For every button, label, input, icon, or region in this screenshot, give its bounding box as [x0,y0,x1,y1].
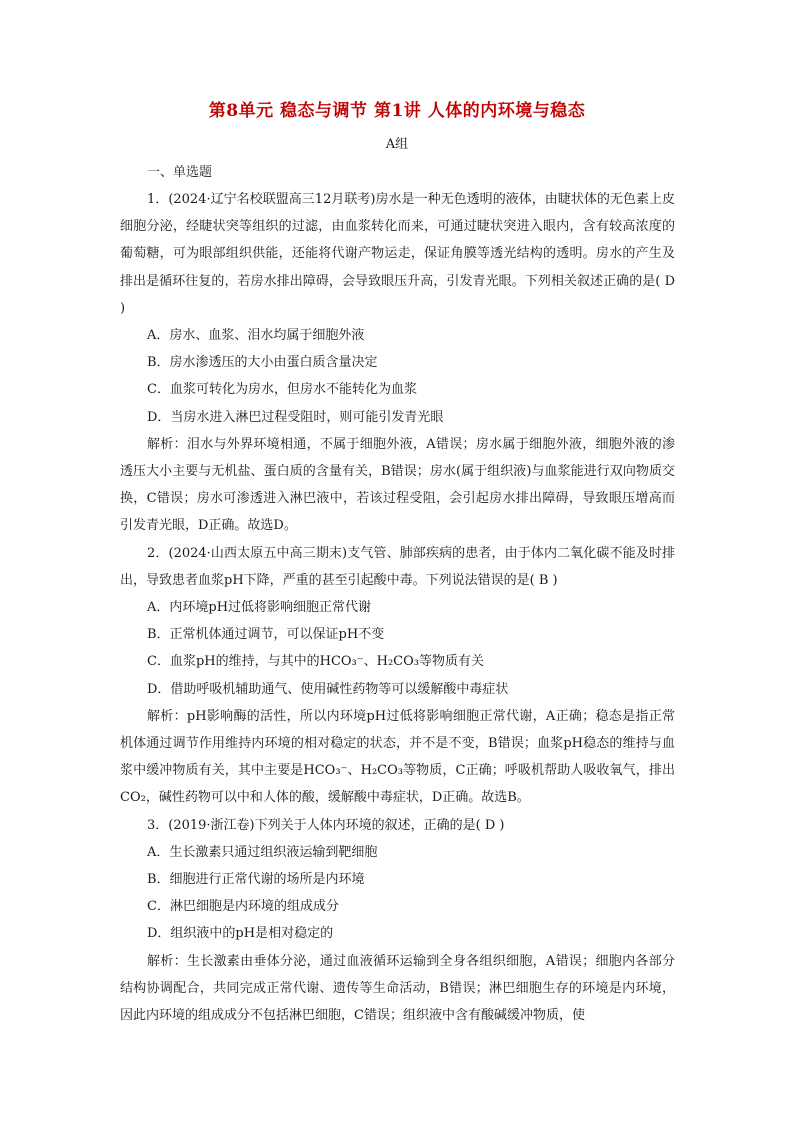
question-2-option-b: B．正常机体通过调节，可以保证pH不变 [147,627,385,643]
question-2-option-d: D．借助呼吸机辅助通气、使用碱性药物等可以缓解酸中毒症状 [147,681,509,697]
question-1-option-b: B．房水渗透压的大小由蛋白质含量决定 [147,355,378,371]
question-2-option-a: A．内环境pH过低将影响细胞正常代谢 [147,600,372,616]
question-1-analysis: 解析：泪水与外界环境相通，不属于细胞外液，A错误；房水属于细胞外液，细胞外液的渗透压大小主要与无机盐、蛋白质的含量有关，B错误；房水(属于组织液)与血浆能进行双向物质交换，C错误；房水可渗透进入淋巴液中，若该过程受阻，会引起房水排出障碍，导致眼压增高而引发青光眼，D正确。故选D。 [120,436,675,534]
question-1-option-c: C．血浆可转化为房水，但房水不能转化为血浆 [147,382,417,398]
section-heading: 一、单选题 [147,165,213,180]
group-label: A组 [385,137,409,152]
question-2-stem: 2．(2024·山西太原五中高三期末)支气管、肺部疾病的患者，由于体内二氧化碳不能及时排出，导致患者血浆pH下降，严重的甚至引起酸中毒。下列说法错误的是( B ) [120,545,675,588]
question-3-stem: 3．(2019·浙江卷)下列关于人体内环境的叙述，正确的是( D ) [147,817,505,833]
question-3-option-a: A．生长激素只通过组织液运输到靶细胞 [147,844,378,860]
question-3-analysis: 解析：生长激素由垂体分泌，通过血液循环运输到全身各组织细胞，A错误；细胞内各部分结构协调配合，共同完成正常代谢、遗传等生命活动，B错误；淋巴细胞生存的环境是内环境，因此内环境的组成成分不包括淋巴细胞，C错误；组织液中含有酸碱缓冲物质，使 [120,953,675,1024]
question-2-analysis: 解析：pH影响酶的活性，所以内环境pH过低将影响细胞正常代谢，A正确；稳态是指正常机体通过调节作用维持内环境的相对稳定的状态，并不是不变，B错误；血浆pH稳态的维持与血浆中缓冲物质有关，其中主要是HCO₃⁻、H₂CO₃等物质，C正确；呼吸机帮助人吸收氧气，排出CO₂，碱性药物可以中和人体的酸，缓解酸中毒症状，D正确。故选B。 [120,708,675,806]
question-3-option-c: C．淋巴细胞是内环境的组成成分 [147,899,339,915]
questions-content [120,186,675,1029]
question-1-stem: 1．(2024·辽宁名校联盟高三12月联考)房水是一种无色透明的液体，由睫状体的无色素上皮细胞分泌，经睫状突等组织的过滤，由血浆转化而来，可通过睫状突进入眼内，含有较高浓度的葡萄糖，可为眼部组织供能，还能将代谢产物运走，保证角膜等透光结构的透明。房水的产生及排出是循环往复的，若房水排出障碍，会导致眼压升高，引发青光眼。下列相关叙述正确的是( D ) [120,192,675,316]
document-title: 第8单元 稳态与调节 第1讲 人体的内环境与稳态 [208,101,586,121]
question-1-option-d: D．当房水进入淋巴过程受阻时，则可能引发青光眼 [147,409,444,425]
question-3-option-d: D．组织液中的pH是相对稳定的 [147,926,334,942]
question-1-option-a: A．房水、血浆、泪水均属于细胞外液 [147,328,365,344]
question-3-option-b: B．细胞进行正常代谢的场所是内环境 [147,872,365,888]
question-2-option-c: C．血浆pH的维持，与其中的HCO₃⁻、H₂CO₃等物质有关 [147,654,484,670]
